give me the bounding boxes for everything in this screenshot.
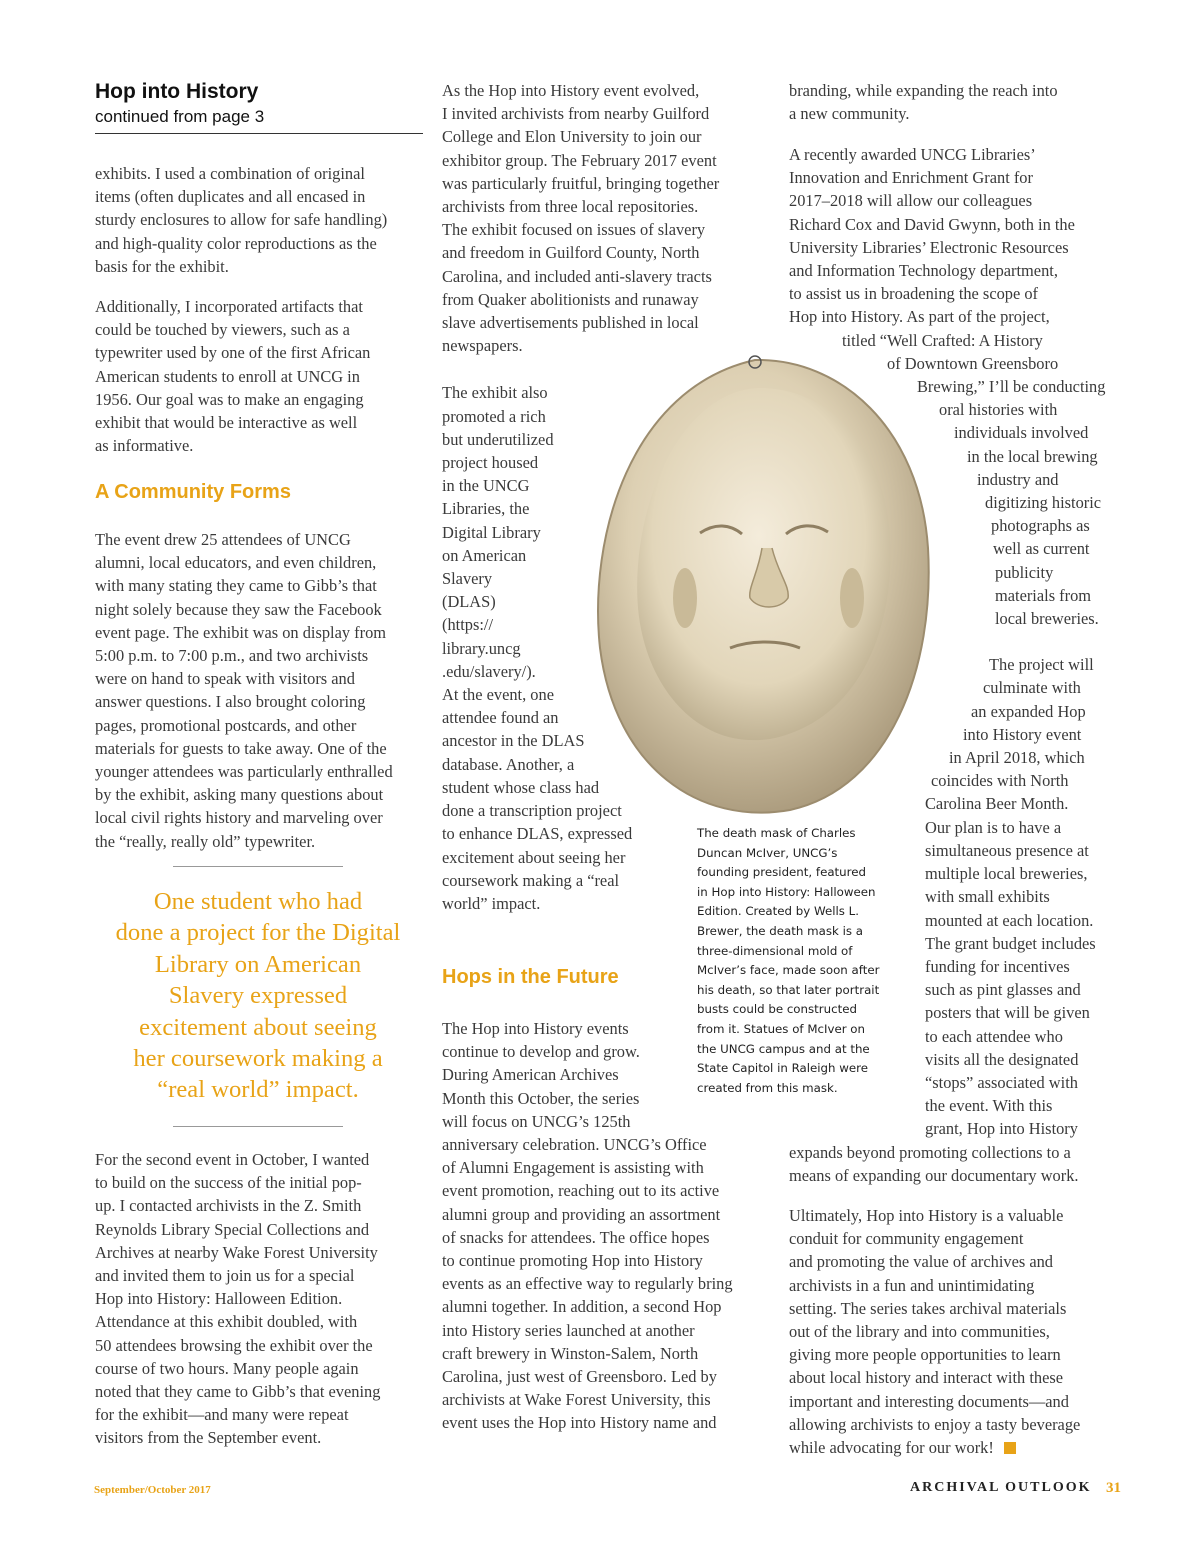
issue-date: September/October 2017 <box>94 1484 211 1496</box>
text-line: an expanded Hop <box>971 701 1086 721</box>
text-line: simultaneous presence at <box>925 840 1089 860</box>
text-line: local civil rights history and marveling over <box>95 808 383 828</box>
text-line: 2017–2018 will allow our colleagues <box>789 191 1033 211</box>
text-line: alumni group and providing an assortment <box>442 1204 721 1224</box>
end-mark-icon <box>1004 1442 1016 1454</box>
text-line: A recently awarded UNCG Libraries’ <box>789 145 1036 164</box>
text-line: The grant budget includes <box>925 933 1096 953</box>
text-line: and freedom in Guilford County, North <box>442 243 700 263</box>
text-line: materials from <box>995 585 1092 605</box>
text-line: excitement about seeing her <box>442 847 626 867</box>
text-line: the UNCG campus and at the <box>697 1041 870 1056</box>
text-line: One student who had <box>153 888 363 915</box>
text-line: publicity <box>995 562 1054 582</box>
text-line: coursework making a “real <box>442 870 620 890</box>
text-line: .edu/slavery/). <box>442 661 536 681</box>
text-line: to enhance DLAS, expressed <box>442 824 633 844</box>
text-line: The event drew 25 attendees of UNCG <box>95 530 351 549</box>
text-line: “real world” impact. <box>157 1076 359 1104</box>
text-line: into History event <box>963 724 1082 744</box>
text-line: as informative. <box>95 436 194 456</box>
photo-caption <box>697 824 897 1098</box>
text-line: visits all the designated <box>925 1049 1079 1069</box>
text-line: Additionally, I incorporated artifacts that <box>95 297 363 317</box>
text-line: branding, while expanding the reach into <box>789 81 1058 100</box>
text-line: his death, so that later portrait <box>697 982 880 997</box>
text-line: Attendance at this exhibit doubled, with <box>95 1312 358 1332</box>
text-line: sturdy enclosures to allow for safe handling) <box>95 210 388 230</box>
continued-from-label: continued from page 3 <box>95 107 265 126</box>
text-line: important and interesting documents—and <box>789 1391 1069 1411</box>
text-line: Carolina Beer Month. <box>925 794 1069 814</box>
text-line: For the second event in October, I wanted <box>95 1150 370 1169</box>
text-line: As the Hop into History event evolved, <box>442 81 700 100</box>
text-line: by the exhibit, asking many questions about <box>95 785 384 805</box>
text-line: such as pint glasses and <box>925 980 1081 1000</box>
text-line: of Alumni Engagement is assisting with <box>442 1158 704 1178</box>
text-line: attendee found an <box>442 708 559 728</box>
text-line: excitement about seeing <box>139 1013 377 1041</box>
text-line: oral histories with <box>939 400 1058 420</box>
text-line: Richard Cox and David Gwynn, both in the <box>789 214 1075 234</box>
text-line: Ultimately, Hop into History is a valuable <box>789 1205 1064 1225</box>
text-line: Innovation and Enrichment Grant for <box>789 168 1033 188</box>
text-line: younger attendees was particularly enthralled <box>95 762 393 782</box>
text-line: coincides with North <box>931 771 1069 791</box>
magazine-name: ARCHIVAL OUTLOOK <box>910 1480 1092 1495</box>
header-divider <box>95 133 423 134</box>
text-line: typewriter used by one of the first African <box>95 343 371 363</box>
text-line: in April 2018, which <box>949 748 1085 768</box>
text-line: in the local brewing <box>967 446 1098 466</box>
text-line: multiple local breweries, <box>925 864 1088 884</box>
text-line: in the UNCG <box>442 476 530 496</box>
text-line: alumni, local educators, and even children, <box>95 553 377 573</box>
text-line: mounted at each location. <box>925 910 1094 930</box>
col1-paragraph-2 <box>95 295 425 457</box>
pullquote <box>95 886 421 1106</box>
text-line: exhibits. I used a combination of original <box>95 164 365 183</box>
text-line: 5:00 p.m. to 7:00 p.m., and two archivists <box>95 646 369 666</box>
text-line: posters that will be given <box>925 1003 1090 1023</box>
text-line: and promoting the value of archives and <box>789 1252 1053 1272</box>
text-line: project housed <box>442 453 539 473</box>
text-line: noted that they came to Gibb’s that evening <box>95 1382 381 1402</box>
text-line: with small exhibits <box>925 887 1050 907</box>
text-line: busts could be constructed <box>697 1002 857 1017</box>
text-line: Slavery expressed <box>168 982 348 1010</box>
text-line: Duncan McIver, UNCG’s <box>697 845 838 860</box>
text-line: means of expanding our documentary work. <box>789 1165 1079 1185</box>
text-line: individuals involved <box>954 423 1089 443</box>
col1-paragraph-1 <box>95 162 425 278</box>
text-line: archivists from three local repositories. <box>442 197 699 217</box>
text-line: Edition. Created by Wells L. <box>697 904 859 919</box>
text-line: into History series launched at another <box>442 1320 695 1340</box>
text-line: a new community. <box>789 104 910 124</box>
text-line: American students to enroll at UNCG in <box>95 366 360 386</box>
text-line: Slavery <box>442 569 493 589</box>
text-line: about local history and interact with these <box>789 1368 1064 1388</box>
col1-paragraph-4 <box>95 1148 425 1450</box>
text-line: Brewer, the death mask is a <box>697 923 863 938</box>
text-line: will focus on UNCG’s 125th <box>442 1111 631 1131</box>
text-line: basis for the exhibit. <box>95 256 229 276</box>
text-line: to assist us in broadening the scope of <box>789 284 1039 304</box>
text-line: 1956. Our goal was to make an engaging <box>95 389 364 409</box>
text-line: The project will <box>989 655 1094 675</box>
text-line: craft brewery in Winston-Salem, North <box>442 1343 699 1363</box>
column-1-bottom <box>95 1148 425 1467</box>
text-line: State Capitol in Raleigh were <box>697 1061 869 1076</box>
col2-paragraph-1 <box>442 79 772 357</box>
text-line: photographs as <box>991 516 1090 536</box>
text-line: world” impact. <box>442 893 541 913</box>
section-heading-future: Hops in the Future <box>442 966 619 988</box>
col3-paragraph-4 <box>789 1204 1124 1459</box>
text-line: pages, promotional postcards, and other <box>95 715 357 735</box>
text-line: answer questions. I also brought coloring <box>95 692 366 712</box>
text-line: exhibitor group. The February 2017 event <box>442 150 717 170</box>
pullquote-rule-top <box>173 866 343 867</box>
column-3-top <box>789 79 1124 142</box>
text-line: her coursework making a <box>133 1045 383 1073</box>
text-line: grant, Hop into History <box>925 1119 1078 1139</box>
text-line: (DLAS) <box>442 592 496 612</box>
text-line: (https:// <box>442 615 493 635</box>
text-line: setting. The series takes archival materials <box>789 1298 1067 1318</box>
text-line: funding for incentives <box>925 956 1070 976</box>
page-number: 31 <box>1106 1480 1121 1496</box>
text-line: College and Elon University to join our <box>442 127 702 147</box>
text-line: in Hop into History: Halloween <box>697 884 876 899</box>
text-line: alumni together. In addition, a second Hop <box>442 1297 722 1317</box>
text-line: Hop into History: Halloween Edition. <box>95 1289 343 1309</box>
text-line: but underutilized <box>442 429 554 449</box>
text-line: At the event, one <box>442 685 554 705</box>
death-mask-photo <box>590 348 935 820</box>
text-line: course of two hours. Many people again <box>95 1358 359 1378</box>
text-line: from Quaker abolitionists and runaway <box>442 289 699 309</box>
text-line: archivists at Wake Forest University, this <box>442 1390 711 1410</box>
text-line: for the exhibit—and many were repeat <box>95 1405 349 1425</box>
text-line: created from this mask. <box>697 1080 838 1095</box>
text-line: student whose class had <box>442 777 600 797</box>
text-line: done a transcription project <box>442 801 622 821</box>
text-line: library.uncg <box>442 638 521 658</box>
text-line: local breweries. <box>995 609 1099 629</box>
text-line: promoted a rich <box>442 406 546 426</box>
text-line: Reynolds Library Special Collections and <box>95 1219 370 1239</box>
text-line: well as current <box>993 539 1090 559</box>
text-line: event promotion, reaching out to its active <box>442 1181 720 1201</box>
text-line: with many stating they came to Gibb’s that <box>95 576 377 596</box>
text-line: of snacks for attendees. The office hopes <box>442 1227 710 1247</box>
col3-paragraph-1 <box>789 79 1124 125</box>
text-line: visitors from the September event. <box>95 1428 322 1448</box>
text-line: founding president, featured <box>697 865 866 880</box>
text-line: Libraries, the <box>442 499 530 519</box>
text-line: events as an effective way to regularly bring <box>442 1274 733 1294</box>
text-line: conduit for community engagement <box>789 1229 1024 1249</box>
column-1-top <box>95 162 425 474</box>
text-line: Digital Library <box>442 522 541 542</box>
text-line: event page. The exhibit was on display from <box>95 622 387 642</box>
text-line: to each attendee who <box>925 1026 1063 1046</box>
text-line: of Downtown Greensboro <box>887 353 1059 373</box>
text-line: and Information Technology department, <box>789 261 1058 281</box>
text-line: Month this October, the series <box>442 1088 640 1108</box>
text-line: and invited them to join us for a special <box>95 1266 355 1286</box>
text-line: done a project for the Digital <box>115 919 401 947</box>
text-line: “stops” associated with <box>925 1072 1078 1092</box>
text-line: three-dimensional mold of <box>697 943 853 958</box>
text-line: event uses the Hop into History name and <box>442 1413 717 1433</box>
text-line: Library on American <box>154 950 362 978</box>
text-line: culminate with <box>983 678 1081 698</box>
text-line: digitizing historic <box>985 493 1102 513</box>
text-line: was particularly fruitful, bringing together <box>442 173 720 193</box>
text-line: expands beyond promoting collections to a <box>789 1142 1071 1162</box>
text-line: McIver’s face, made soon after <box>697 963 880 978</box>
text-line: items (often duplicates and all encased in <box>95 187 366 207</box>
text-line: ancestor in the DLAS <box>442 731 585 751</box>
text-line: titled “Well Crafted: A History <box>842 330 1043 350</box>
text-line: could be touched by viewers, such as a <box>95 320 350 340</box>
text-line: Our plan is to have a <box>925 817 1062 837</box>
text-line: out of the library and into communities, <box>789 1321 1050 1341</box>
text-line: to build on the success of the initial pop- <box>95 1173 362 1193</box>
text-line: newspapers. <box>442 336 523 356</box>
text-line: database. Another, a <box>442 754 575 774</box>
section-heading-community: A Community Forms <box>95 481 291 503</box>
text-line: to continue promoting Hop into History <box>442 1251 703 1271</box>
text-line: Hop into History. As part of the project, <box>789 307 1050 327</box>
text-line: Brewing,” I’ll be conducting <box>917 377 1106 397</box>
text-line: During American Archives <box>442 1065 619 1085</box>
text-line: materials for guests to take away. One of the <box>95 738 387 758</box>
text-line: from it. Statues of McIver on <box>697 1021 866 1036</box>
text-line: industry and <box>977 469 1059 489</box>
column-1-middle <box>95 528 425 870</box>
article-title: Hop into History <box>95 80 259 103</box>
text-line: Archives at nearby Wake Forest University <box>95 1242 378 1262</box>
text-line: anniversary celebration. UNCG’s Office <box>442 1135 707 1155</box>
text-line: The death mask of Charles <box>697 826 856 840</box>
text-line: while advocating for our work! <box>789 1436 1124 1459</box>
text-line: 50 attendees browsing the exhibit over the <box>95 1335 373 1355</box>
text-line: The exhibit also <box>442 383 548 403</box>
text-line: on American <box>442 545 527 565</box>
pullquote-rule-bottom <box>173 1126 343 1127</box>
text-line: The exhibit focused on issues of slavery <box>442 220 706 240</box>
text-line: continue to develop and grow. <box>442 1042 640 1062</box>
text-line: Carolina, and included anti-slavery tracts <box>442 266 712 286</box>
text-line: allowing archivists to enjoy a tasty beverage <box>789 1414 1081 1434</box>
text-line: the “really, really old” typewriter. <box>95 831 316 851</box>
text-line: archivists in a fun and unintimidating <box>789 1275 1035 1295</box>
text-line: Carolina, just west of Greensboro. Led by <box>442 1367 717 1387</box>
text-line: and high-quality color reproductions as the <box>95 233 377 253</box>
text-line: up. I contacted archivists in the Z. Smith <box>95 1196 362 1216</box>
text-line: night solely because they saw the Facebook <box>95 599 382 619</box>
text-line: University Libraries’ Electronic Resources <box>789 237 1069 257</box>
text-line: giving more people opportunities to learn <box>789 1345 1061 1365</box>
text-line: were on hand to speak with visitors and <box>95 669 355 689</box>
col1-paragraph-3 <box>95 528 425 853</box>
text-line: The Hop into History events <box>442 1019 629 1038</box>
text-line: the event. With this <box>925 1096 1053 1116</box>
text-line: I invited archivists from nearby Guilford <box>442 104 710 124</box>
text-line: exhibit that would be interactive as well <box>95 413 358 433</box>
text-line: slave advertisements published in local <box>442 313 699 333</box>
